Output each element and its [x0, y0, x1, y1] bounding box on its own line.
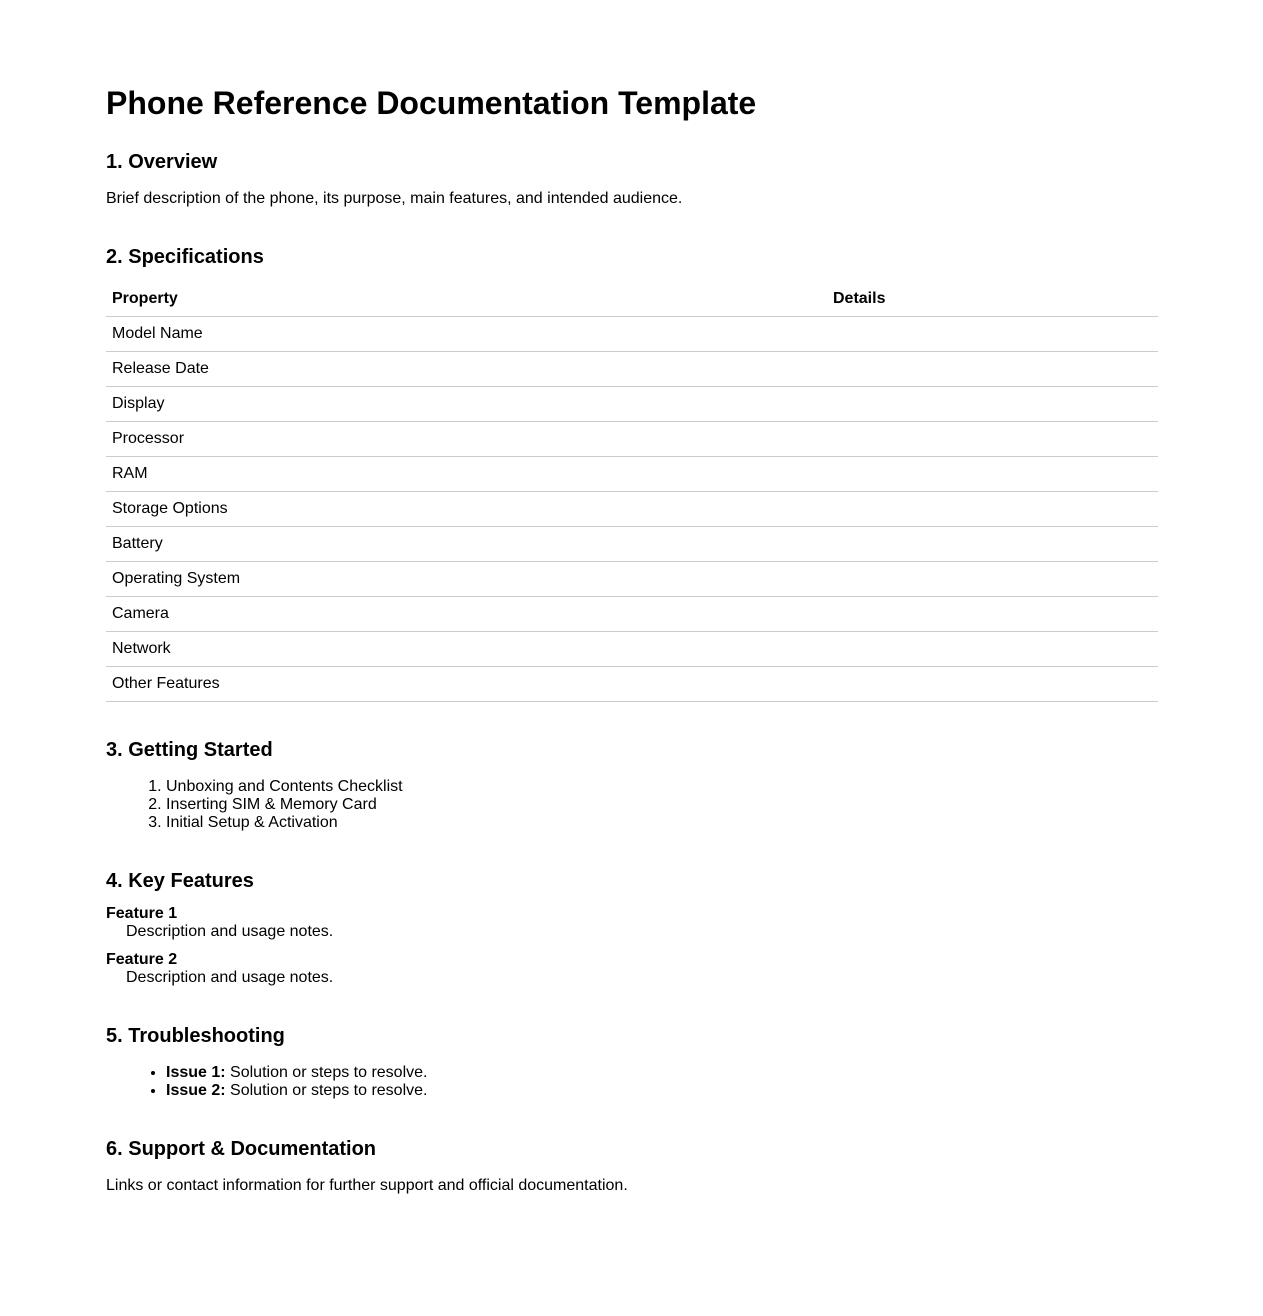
property-cell: Release Date: [106, 352, 827, 387]
table-row: [106, 667, 1158, 702]
feature-title: Feature 2: [106, 951, 178, 968]
details-cell: [827, 667, 1158, 702]
list-item: 3. Initial Setup & Activation: [166, 814, 403, 832]
column-header-details: Details: [827, 281, 1158, 317]
column-header-property: Property: [106, 281, 827, 317]
issue-label: Issue 2:: [166, 1082, 226, 1099]
table-row: [106, 387, 1158, 422]
details-cell: [827, 632, 1158, 667]
table-row: [106, 422, 1158, 457]
details-cell: [827, 457, 1158, 492]
feature-title: Feature 1: [106, 905, 178, 922]
overview-text: Brief description of the phone, its purpose, main features, and intended audience.: [106, 190, 683, 207]
getting-started-list: [106, 778, 403, 832]
table-row: [106, 457, 1158, 492]
feature-description: Description and usage notes.: [126, 969, 334, 986]
issue-solution: Solution or steps to resolve.: [225, 1082, 428, 1099]
specifications-table: [106, 281, 1158, 702]
support-text: Links or contact information for further support and official documentation.: [106, 1177, 628, 1194]
specifications-heading: 2. Specifications: [106, 246, 264, 268]
property-cell: Display: [106, 387, 827, 422]
table-row: [106, 597, 1158, 632]
overview-heading: 1. Overview: [106, 151, 218, 173]
property-cell: Battery: [106, 527, 827, 562]
details-cell: [827, 352, 1158, 387]
list-item: 1. Unboxing and Contents Checklist: [166, 778, 403, 796]
property-cell: Storage Options: [106, 492, 827, 527]
list-item: [166, 1064, 427, 1082]
list-item: 2. Inserting SIM & Memory Card: [166, 796, 403, 814]
troubleshooting-list: [106, 1064, 427, 1100]
table-row: [106, 527, 1158, 562]
getting-started-heading: 3. Getting Started: [106, 739, 273, 761]
key-features-heading: 4. Key Features: [106, 870, 254, 892]
table-row: [106, 562, 1158, 597]
details-cell: [827, 492, 1158, 527]
details-cell: [827, 317, 1158, 352]
table-row: [106, 317, 1158, 352]
table-row: [106, 492, 1158, 527]
property-cell: Operating System: [106, 562, 827, 597]
feature-description: Description and usage notes.: [126, 923, 334, 940]
property-cell: RAM: [106, 457, 827, 492]
property-cell: Processor: [106, 422, 827, 457]
details-cell: [827, 597, 1158, 632]
table-row: [106, 632, 1158, 667]
property-cell: Model Name: [106, 317, 827, 352]
issue-solution: Solution or steps to resolve.: [225, 1064, 428, 1081]
issue-label: Issue 1:: [166, 1064, 226, 1081]
details-cell: [827, 527, 1158, 562]
page-title: Phone Reference Documentation Template: [106, 85, 757, 121]
troubleshooting-heading: 5. Troubleshooting: [106, 1025, 285, 1047]
property-cell: Camera: [106, 597, 827, 632]
details-cell: [827, 387, 1158, 422]
details-cell: [827, 562, 1158, 597]
list-item: [166, 1082, 427, 1100]
details-cell: [827, 422, 1158, 457]
support-heading: 6. Support & Documentation: [106, 1138, 376, 1160]
table-header-row: [106, 281, 1158, 317]
property-cell: Network: [106, 632, 827, 667]
table-row: [106, 352, 1158, 387]
property-cell: Other Features: [106, 667, 827, 702]
